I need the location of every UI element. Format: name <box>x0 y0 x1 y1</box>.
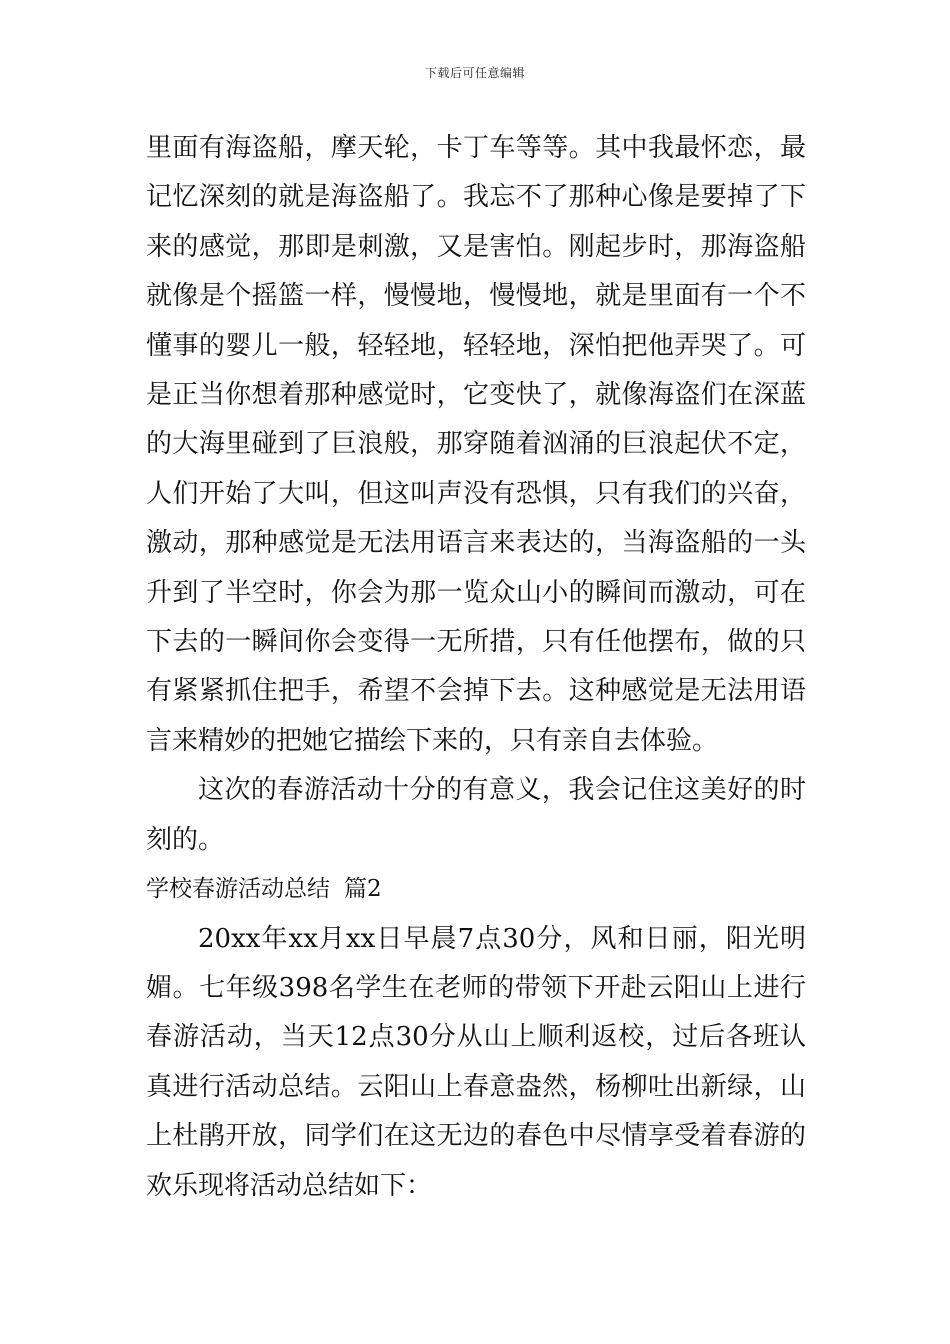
document-body <box>146 124 806 1211</box>
section-number: 篇2 <box>344 876 382 903</box>
section-title: 学校春游活动总结 <box>146 876 330 903</box>
paragraph-pirate-ship: 里面有海盗船，摩天轮，卡丁车等等。其中我最怀恋，最记忆深刻的就是海盗船了。我忘不了那种心像是要掉了下来的感觉，那即是刺激，又是害怕。刚起步时，那海盗船就像是个摇篮一样，慢慢地，慢慢地，就是里面有一个不懂事的婴儿一般，轻轻地，轻轻地，深怕把他弄哭了。可是正当你想着那种感觉时，它变快了，就像海盗们在深蓝的大海里碰到了巨浪般，那穿随着汹涌的巨浪起伏不定，人们开始了大叫，但这叫声没有恐惧，只有我们的兴奋，激动，那种感觉是无法用语言来表达的，当海盗船的一头升到了半空时，你会为那一览众山小的瞬间而激动，可在下去的一瞬间你会变得一无所措，只有任他摆布，做的只有紧紧抓住把手，希望不会掉下去。这种感觉是无法用语言来精妙的把她它描绘下来的，只有亲自去体验。 <box>146 133 806 756</box>
page-header-note: 下载后可任意编辑 <box>424 66 525 80</box>
paragraph-spring-trip: 20xx年xx月xx日早晨7点30分，风和日丽，阳光明媚。七年级398名学生在老师的带领下开赴云阳山上进行春游活动，当天12点30分从山上顺利返校，过后各班认真进行活动总结。云阳山上春意盎然，杨柳吐出新绿，山上杜鹃开放，同学们在这无边的春色中尽情享受着春游的欢乐现将活动总结如下： <box>146 923 806 1201</box>
section-heading <box>146 865 806 914</box>
paragraph-conclusion: 这次的春游活动十分的有意义，我会记住这美好的时刻的。 <box>146 775 806 855</box>
